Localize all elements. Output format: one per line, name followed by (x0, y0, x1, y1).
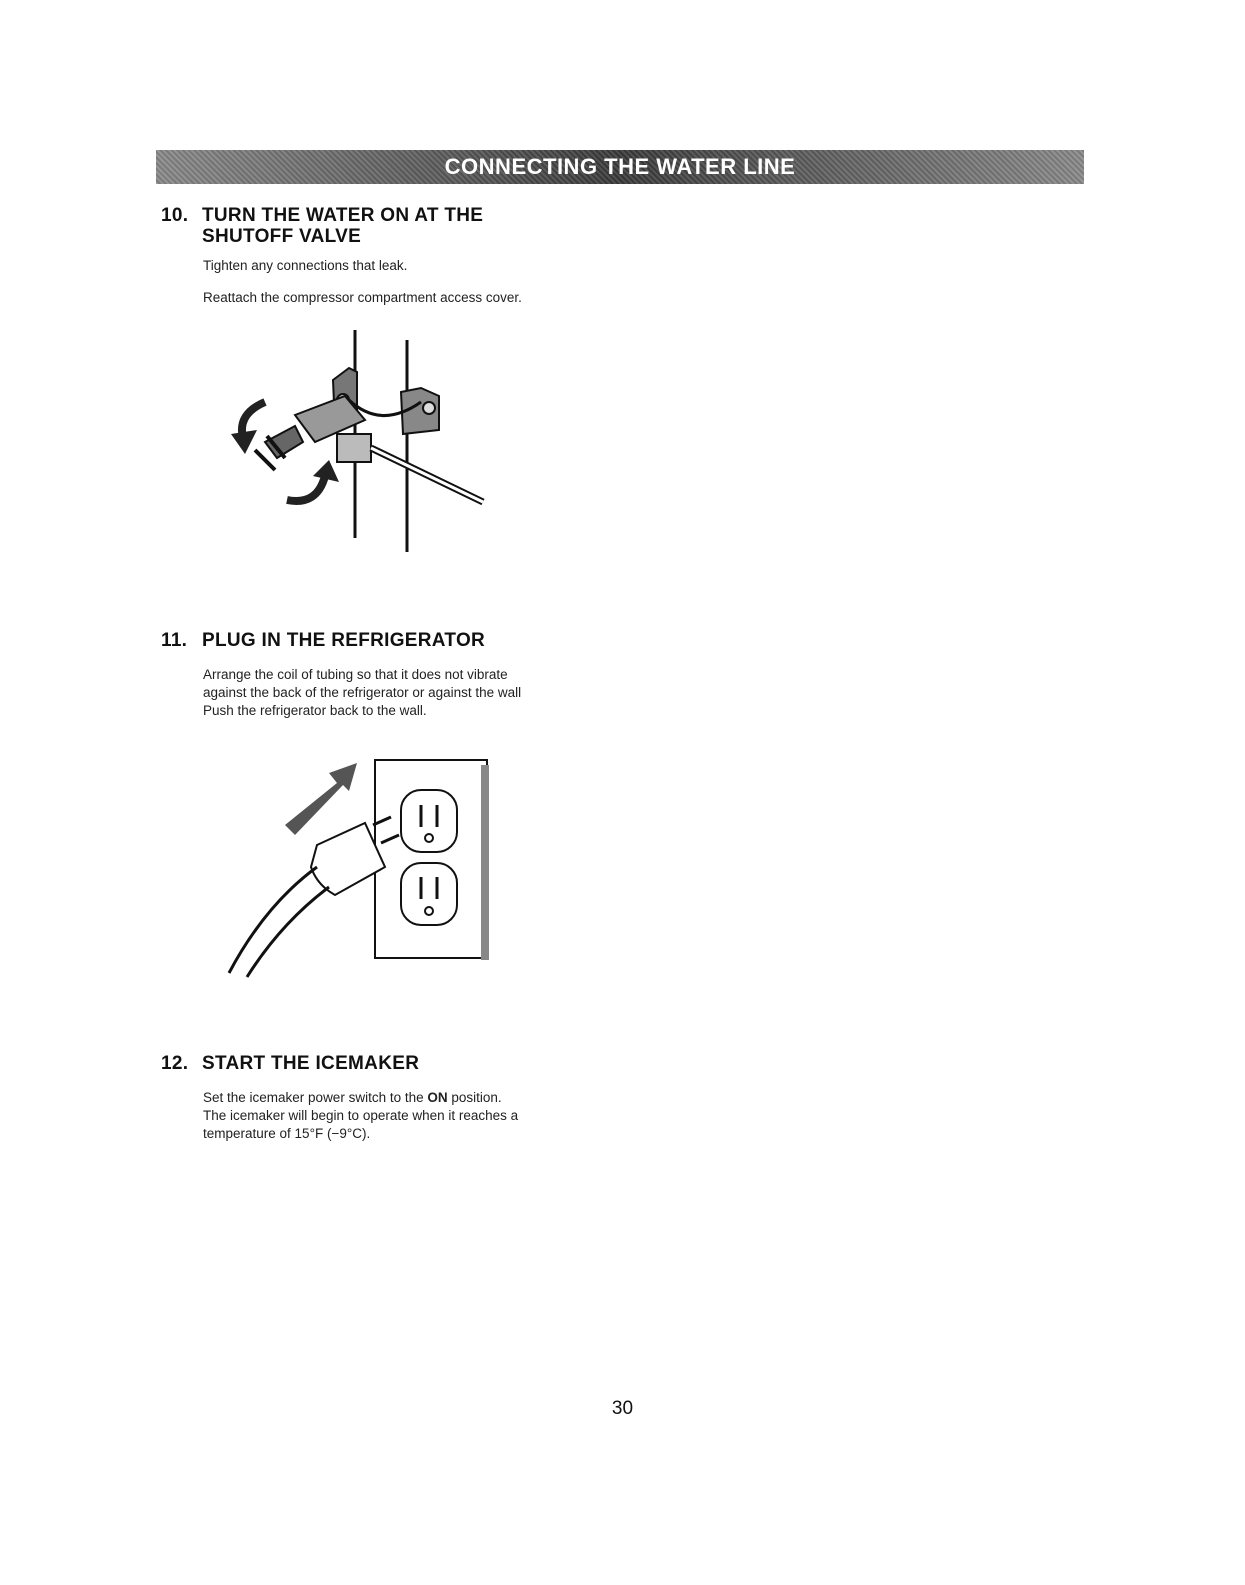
step-11-text-line-3: Push the refrigerator back to the wall. (203, 703, 427, 718)
section-banner (156, 150, 1084, 184)
step-12-text-line-2: The icemaker will begin to operate when it reaches a (203, 1108, 519, 1123)
step-10-title-line1: TURN THE WATER ON AT THE (202, 205, 484, 226)
step-10-number: 10. (161, 205, 189, 226)
banner-title: CONNECTING THE WATER LINE (444, 154, 796, 179)
step-11-heading (161, 630, 485, 651)
step-12-heading (161, 1053, 419, 1074)
step-11-text-line-2: against the back of the refrigerator or against the wall (203, 685, 522, 700)
step-12-text-line-3: temperature of 15°F (−9°C). (203, 1126, 371, 1141)
step-12-number: 12. (161, 1053, 189, 1074)
step-11-text (203, 666, 623, 720)
page-number: 30 (611, 1398, 634, 1419)
step-10-heading (161, 205, 483, 247)
step-12-text (203, 1089, 623, 1143)
step-12-text-part-1: Set the icemaker power switch to the (203, 1090, 428, 1105)
wall-outlet-plug-illustration (225, 755, 495, 985)
step-12-title: START THE ICEMAKER (202, 1053, 420, 1074)
step-11-title: PLUG IN THE REFRIGERATOR (202, 630, 486, 651)
step-11-text-line-1: Arrange the coil of tubing so that it does not vibrate (203, 667, 508, 682)
step-10-para-2: Reattach the compressor compartment access cover. (203, 290, 522, 305)
step-10-para-1: Tighten any connections that leak. (203, 258, 408, 273)
shutoff-valve-illustration (225, 330, 495, 555)
step-10-title-line2: SHUTOFF VALVE (202, 226, 362, 247)
on-label: ON (427, 1090, 448, 1105)
step-11-number: 11. (161, 630, 188, 651)
step-12-text-part-3: position. (447, 1090, 502, 1105)
